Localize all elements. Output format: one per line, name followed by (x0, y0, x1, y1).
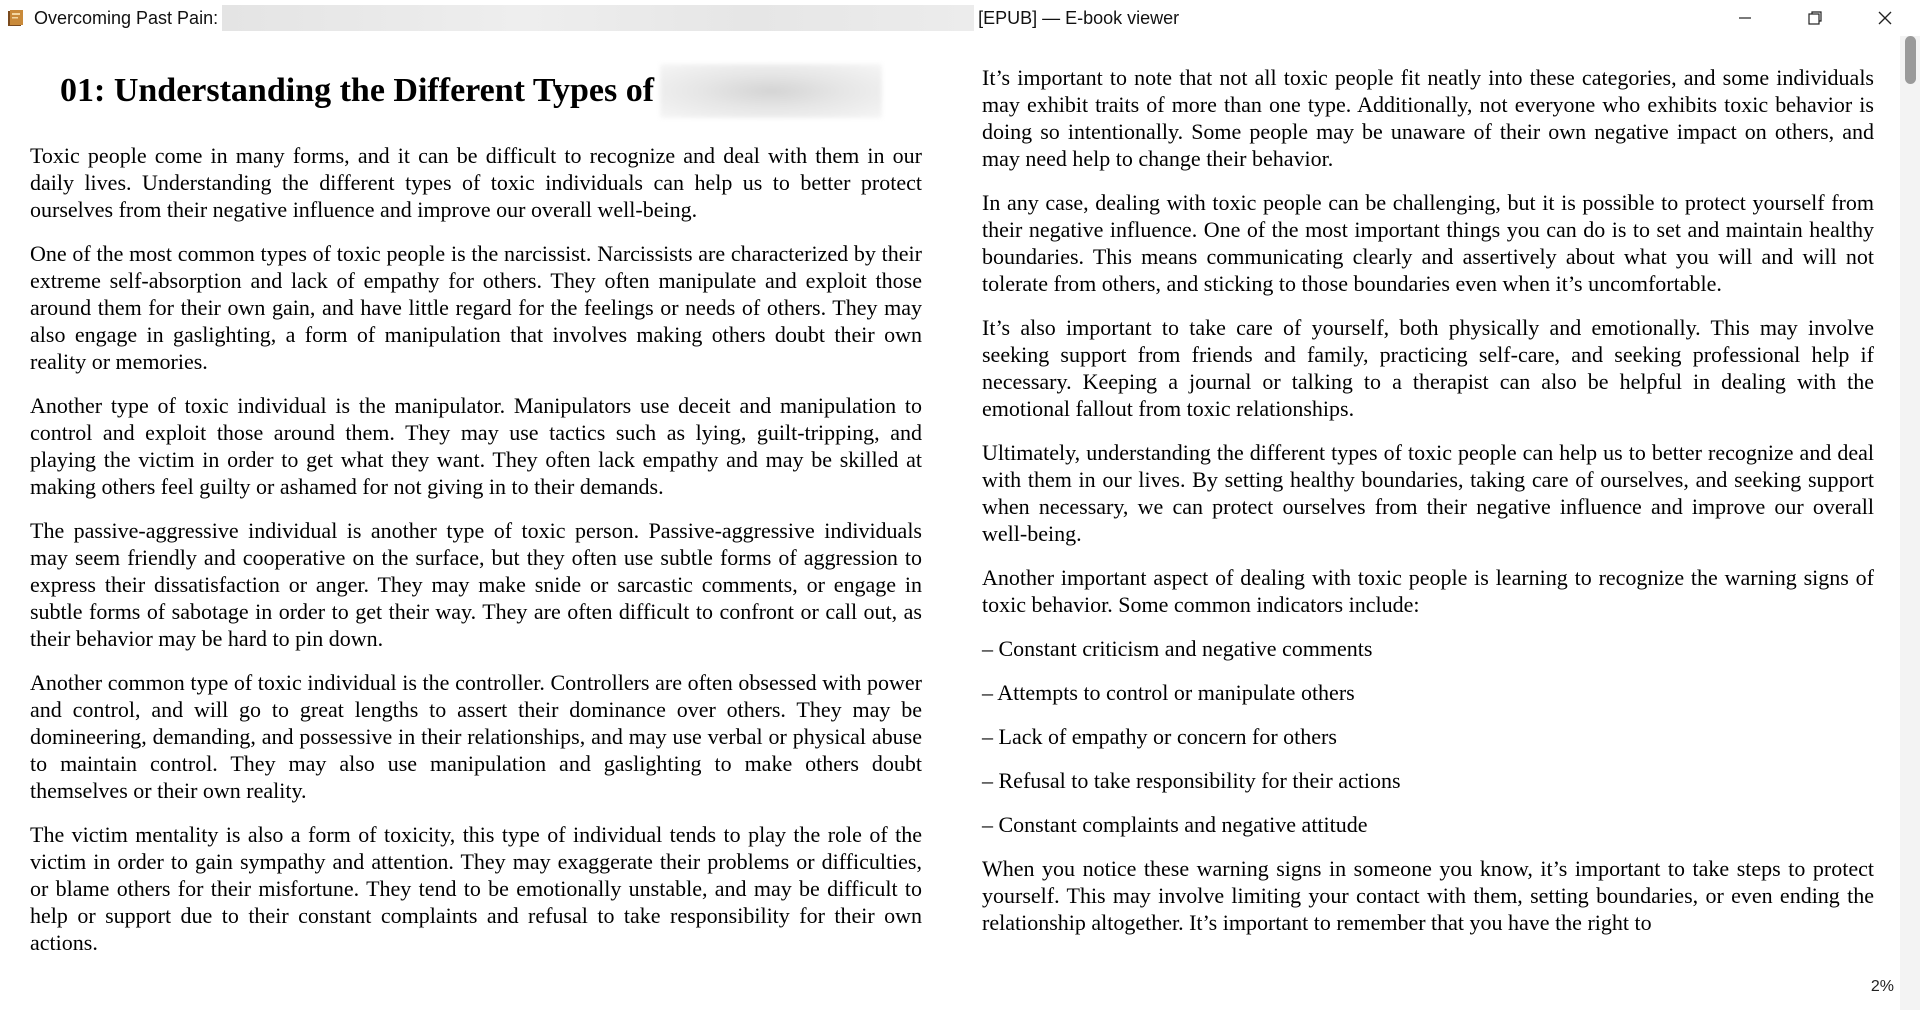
warning-sign-item: – Lack of empathy or concern for others (982, 724, 1337, 749)
paragraph: It’s also important to take care of yourself, both physically and emotionally. This may involve seeking support from friends and family, practicing self-care, and seeking professional help if necessary. Keeping a journal or talking to a therapist can also be helpful in dealing with the emotional fallout from toxic relationships. (982, 315, 1874, 421)
warning-sign-item: – Constant complaints and negative attitude (982, 812, 1368, 837)
warning-sign-item: – Attempts to control or manipulate others (982, 680, 1355, 705)
close-icon (1876, 9, 1894, 27)
window-title-prefix: Overcoming Past Pain: (34, 7, 219, 28)
reading-progress: 2% (1870, 978, 1894, 995)
paragraph: Another type of toxic individual is the manipulator. Manipulators use deceit and manipulation to control and exploit those around them. They may use tactics such as lying, guilt-tripping, and playing the victim in order to get what they want. They often lack empathy and may be skilled at making others feel guilty or ashamed for not giving in to their demands. (30, 393, 922, 499)
right-column (982, 64, 1874, 953)
window-controls (1710, 0, 1920, 36)
window-title-suffix: [EPUB] — E-book viewer (978, 7, 1180, 28)
vertical-scrollbar[interactable] (1900, 36, 1920, 1010)
paragraph: The victim mentality is also a form of toxicity, this type of individual tends to play the role of the victim in order to gain sympathy and attention. They may exaggerate their problems or difficulties, or blame others for their misfortune. They tend to be emotionally unstable, and may be difficult to help or support due to their constant complaints and refusal to take responsibility for their own actions. (30, 822, 922, 955)
warning-sign-item: – Constant criticism and negative comments (982, 636, 1373, 661)
left-paragraphs (30, 142, 922, 956)
window-title (34, 5, 1179, 31)
redacted-title-block (222, 5, 974, 31)
paragraph: In any case, dealing with toxic people can be challenging, but it is possible to protect yourself from their negative influence. One of the most important things you can do is to set and maintain healthy boundaries. This means communicating clearly and assertively about what you will and will not tolerate from others, and sticking to those boundaries even when it’s uncomfortable. (982, 190, 1874, 296)
paragraph: Ultimately, understanding the different types of toxic people can help us to better recognize and deal with them in our lives. By setting healthy boundaries, taking care of ourselves, and seeking support when necessary, we can protect ourselves from their negative influence and improve our overall well-being. (982, 440, 1874, 546)
redacted-heading-block (660, 64, 882, 118)
chapter-heading (60, 64, 922, 118)
restore-icon (1806, 9, 1824, 27)
paragraph: It’s important to note that not all toxic people fit neatly into these categories, and some individuals may exhibit traits of more than one type. Additionally, not everyone who exhibits toxic behavior is doing so intentionally. Some people may be unaware of their own negative impact on others, and may need help to change their behavior. (982, 65, 1874, 171)
paragraph: Another important aspect of dealing with toxic people is learning to recognize the warning signs of toxic behavior. Some common indicators include: (982, 565, 1874, 617)
restore-button[interactable] (1780, 0, 1850, 36)
minimize-icon (1736, 9, 1754, 27)
close-button[interactable] (1850, 0, 1920, 36)
warning-sign-item: – Refusal to take responsibility for their actions (982, 768, 1401, 793)
paragraph: The passive-aggressive individual is another type of toxic person. Passive-aggressive individuals may seem friendly and cooperative on the surface, but they often use subtle forms of aggression to express their dissatisfaction or anger. They may make snide or sarcastic comments, or engage in subtle forms of sabotage in order to get their way. They are often difficult to confront or call out, as their behavior may be hard to pin down. (30, 518, 922, 651)
book-page[interactable] (0, 36, 1900, 1010)
left-column (30, 36, 922, 973)
paragraph: One of the most common types of toxic people is the narcissist. Narcissists are characterized by their extreme self-absorption and lack of empathy for others. They often manipulate and exploit those around them for their own gain, and have little regard for the feelings or needs of others. They may also engage in gaslighting, a form of manipulation that involves making others doubt their own reality or memories. (30, 241, 922, 374)
paragraph: When you notice these warning signs in someone you know, it’s important to take steps to protect yourself. This may involve limiting your contact with them, setting boundaries, or even ending the relationship altogether. It’s important to remember that you have the right to (982, 856, 1874, 935)
minimize-button[interactable] (1710, 0, 1780, 36)
chapter-heading-text: 01: Understanding the Different Types of (60, 72, 655, 109)
paragraph: Another common type of toxic individual is the controller. Controllers are often obsessed with power and control, and will go to great lengths to assert their dominance over others. They may be domineering, demanding, and possessive in their relationships, and may use verbal or physical abuse to maintain control. They may also use manipulation and gaslighting to make others doubt themselves or their own reality. (30, 670, 922, 803)
ebook-viewer-app-icon (6, 8, 26, 28)
scrollbar-thumb[interactable] (1905, 36, 1916, 84)
title-bar (0, 0, 1920, 36)
paragraph: Toxic people come in many forms, and it can be difficult to recognize and deal with them in our daily lives. Understanding the different types of toxic individuals can help us to better protect ourselves from their negative influence and improve our overall well-being. (30, 143, 922, 222)
